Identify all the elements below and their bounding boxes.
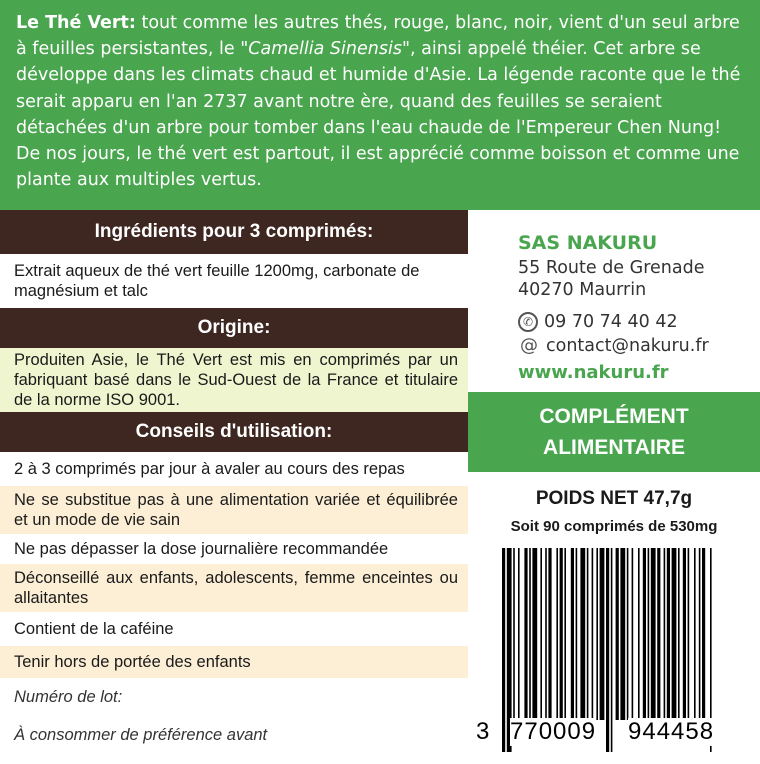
- email-address: contact@nakuru.fr: [546, 335, 709, 356]
- advice-item: [0, 564, 468, 612]
- barcode-bar: [532, 548, 537, 720]
- company-email: [518, 335, 709, 356]
- advice-text: Contient de la caféine: [14, 620, 174, 638]
- barcode-right-digits: 944458: [628, 718, 715, 745]
- advice-text: Ne se substitue pas à une alimentation variée et équilibrée et un mode de vie sain: [14, 491, 458, 529]
- barcode-bar: [672, 548, 677, 720]
- barcode-bar: [643, 548, 646, 720]
- tablet-detail: Soit 90 comprimés de 530mg: [510, 518, 718, 535]
- barcode-first-digit: 3: [476, 718, 491, 745]
- intro-title: Le Thé Vert:: [16, 13, 136, 33]
- barcode-bar: [587, 548, 589, 720]
- intro-panel: [0, 0, 760, 210]
- ingredients-header: Ingrédients pour 3 comprimés:: [0, 210, 468, 254]
- origin-header: Origine:: [0, 308, 468, 348]
- ingredients-text: Extrait aqueux de thé vert feuille 1200mg, carbonate de magnésium et talc: [14, 262, 420, 300]
- advice-item: [0, 646, 468, 678]
- barcode-bar: [678, 548, 680, 720]
- ingredients-row: [0, 254, 468, 308]
- barcode-bar: [571, 548, 574, 720]
- company-name: SAS NAKURU: [518, 232, 658, 254]
- barcode-bar: [648, 548, 650, 720]
- info-column: [0, 210, 468, 754]
- barcode-bar: [545, 548, 547, 720]
- barcode-bar: [694, 548, 696, 720]
- barcode-bar: [632, 548, 634, 720]
- advice-text: Déconseillé aux enfants, adolescents, femme enceintes ou allaitantes: [14, 569, 458, 607]
- phone-icon: ✆: [518, 312, 538, 332]
- phone-number: 09 70 74 40 42: [544, 312, 678, 332]
- at-icon: @: [520, 335, 538, 356]
- intro-text-2: ", ainsi appelé théier. Cet arbre se développe dans les climats chaud et humide d'Asie. La légende raconte que le thé serait apparu en l'an 2737 avant notre ère, quand des feuilles se seraient détachées d'un arbre pour tomber dans l'eau chaude de l'Empereur Chen Nung! De nos jours, le thé vert est partout, il est apprécié comme boisson et comme une plante aux multiples vertus.: [16, 39, 741, 191]
- barcode-bar: [651, 548, 656, 720]
- barcode-bar: [616, 548, 619, 720]
- lot-number-label: [0, 678, 468, 716]
- origin-row: [0, 348, 468, 412]
- barcode-bar: [502, 548, 505, 752]
- company-column: [468, 210, 760, 764]
- barcode-bar: [627, 548, 629, 720]
- company-phone: [518, 312, 678, 332]
- barcode-bar: [667, 548, 670, 720]
- barcode-bar: [657, 548, 660, 720]
- barcode-bar: [600, 548, 605, 720]
- advice-text: Tenir hors de portée des enfants: [14, 653, 251, 671]
- barcode-bar: [529, 548, 531, 720]
- company-address-line2: 40270 Maurrin: [518, 280, 647, 300]
- barcode-bar: [688, 548, 690, 720]
- barcode-bar: [564, 548, 566, 720]
- advice-item: [0, 534, 468, 564]
- intro-species: Camellia Sinensis: [248, 39, 402, 60]
- advice-header: Conseils d'utilisation:: [0, 412, 468, 452]
- barcode-bar: [638, 548, 640, 720]
- barcode-bar: [596, 548, 598, 720]
- barcode-bar: [556, 548, 558, 720]
- barcode-bar: [683, 548, 686, 720]
- barcode-bar: [548, 548, 551, 720]
- origin-text: Produiten Asie, le Thé Vert est mis en comprimés par un fabriquant basé dans le Sud-Ouest de la France et titulaire de la norme ISO 9001.: [14, 351, 458, 409]
- barcode-bar: [524, 548, 527, 720]
- best-before-label: [0, 716, 468, 754]
- complement-line1: COMPLÉMENT: [539, 405, 689, 428]
- barcode-bar: [592, 548, 594, 720]
- lot-label-text: Numéro de lot:: [14, 688, 123, 706]
- barcode-bar: [513, 548, 515, 720]
- advice-text: 2 à 3 comprimés par jour à avaler au cours des repas: [14, 460, 405, 478]
- advice-item: [0, 452, 468, 486]
- barcode-bar: [606, 548, 609, 752]
- barcode-bar: [540, 548, 542, 720]
- barcode-bar: [702, 548, 705, 720]
- complement-line2: ALIMENTAIRE: [543, 436, 685, 459]
- company-website: www.nakuru.fr: [518, 362, 669, 383]
- complement-alimentaire-banner: [468, 392, 760, 472]
- barcode-bar: [620, 548, 625, 720]
- barcode-bar: [699, 548, 701, 720]
- intro-text-1: tout comme les autres thés, rouge, blanc, noir, vient d'un seul arbre à feuilles persistantes, le ": [16, 13, 740, 60]
- barcode-bar: [576, 548, 578, 720]
- net-weight: POIDS NET 47,7g: [535, 488, 693, 509]
- advice-text: Ne pas dépasser la dose journalière recommandée: [14, 540, 389, 558]
- best-before-text: À consommer de préférence avant: [14, 726, 268, 744]
- barcode-bar: [518, 548, 520, 720]
- advice-item: [0, 612, 468, 646]
- barcode-bar: [580, 548, 585, 720]
- barcode-bar: [560, 548, 563, 720]
- company-address-line1: 55 Route de Grenade: [518, 258, 705, 278]
- barcode-bar: [664, 548, 666, 720]
- barcode-bar: [611, 548, 613, 752]
- barcode-left-digits: 770009: [510, 718, 597, 745]
- advice-item: [0, 486, 468, 534]
